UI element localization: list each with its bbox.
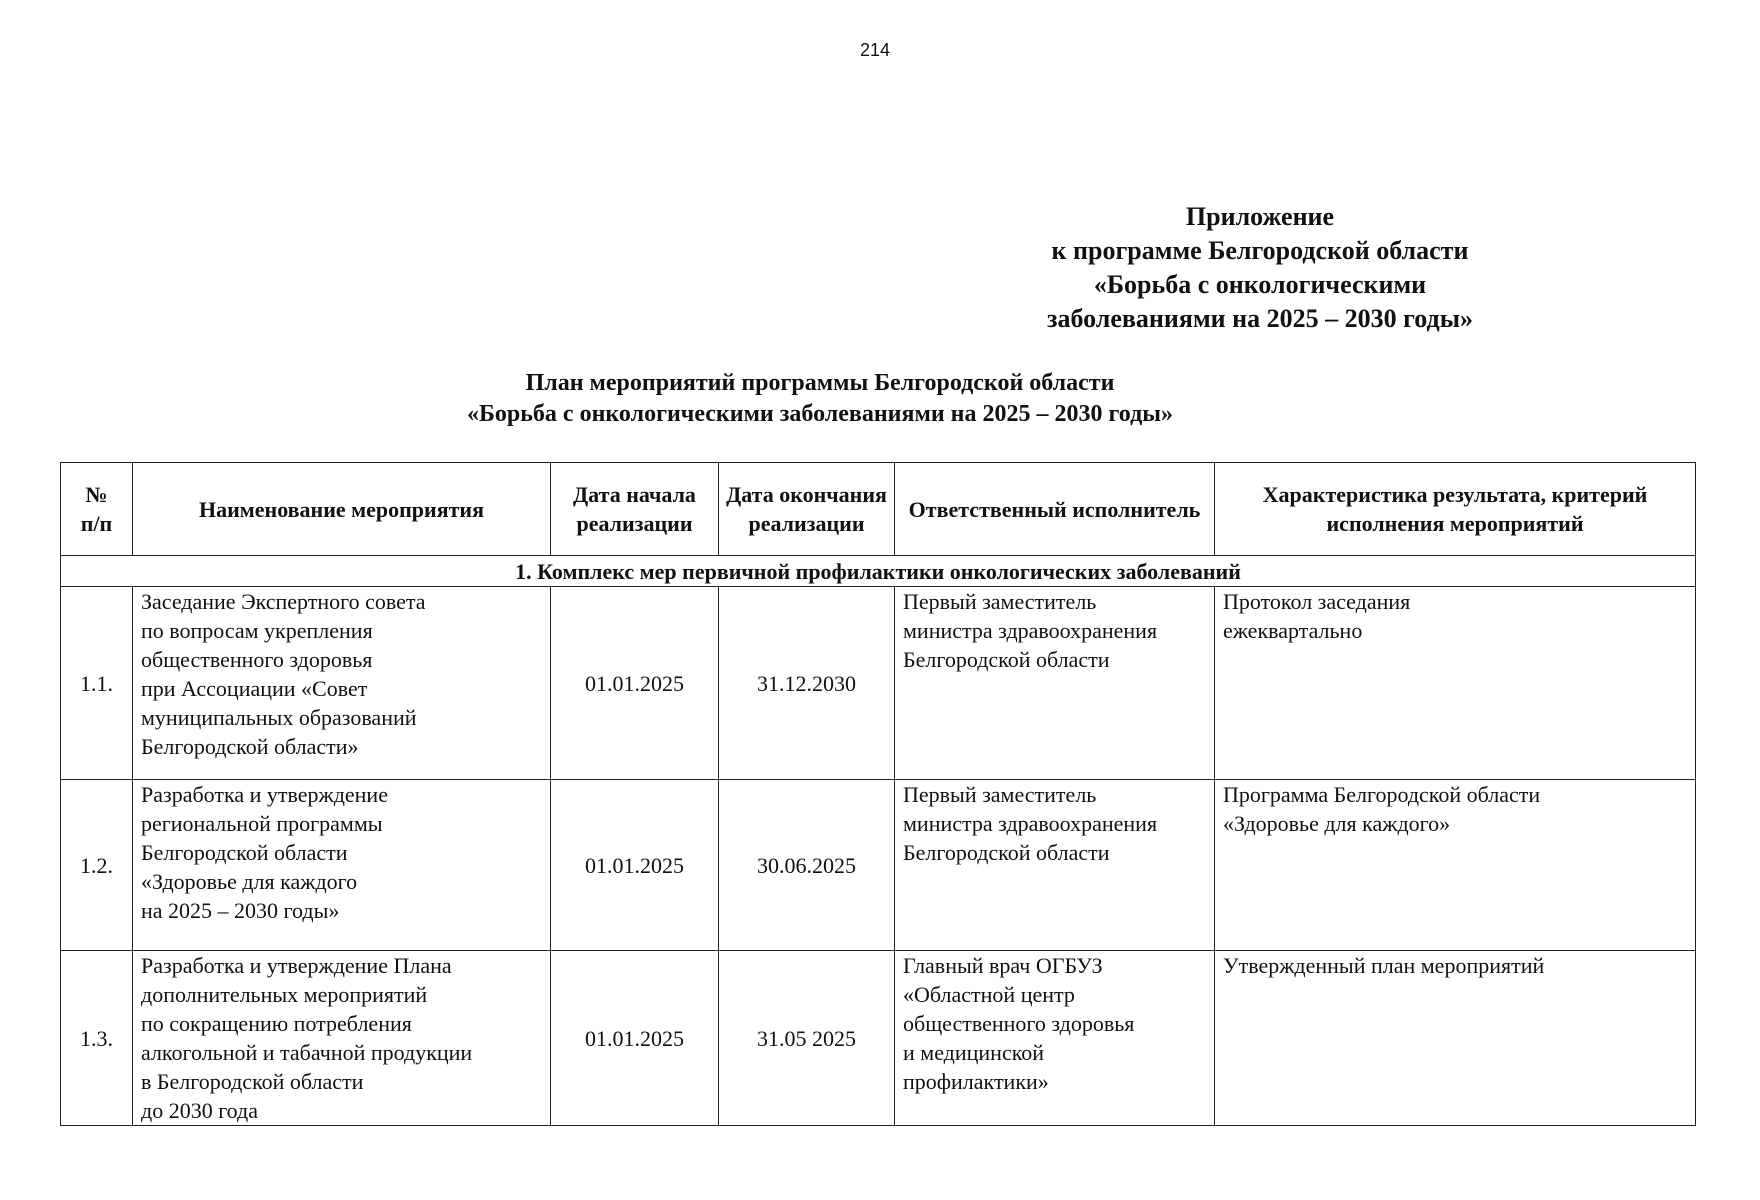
header-executor: Ответственный исполнитель: [895, 463, 1215, 556]
appendix-line: к программе Белгородской области: [1051, 236, 1469, 265]
row-event-name: Разработка и утверждение Плана дополнительных мероприятий по сокращению потребления алкогольной и табачной продукции в Белгородской области до 2030 года: [133, 951, 551, 1126]
appendix-line: заболеваниями на 2025 – 2030 годы»: [1047, 304, 1473, 333]
row-start-date: 01.01.2025: [551, 951, 719, 1126]
row-executor: Главный врач ОГБУЗ «Областной центр общественного здоровья и медицинской профилактики»: [895, 951, 1215, 1126]
row-result: Утвержденный план мероприятий: [1215, 951, 1696, 1126]
header-end-date: Дата окончания реализации: [719, 463, 895, 556]
row-result: Протокол заседания ежеквартально: [1215, 587, 1696, 780]
row-event-name: Разработка и утверждение региональной программы Белгородской области «Здоровье для каждого на 2025 – 2030 годы»: [133, 780, 551, 951]
section-title: 1. Комплекс мер первичной профилактики онкологических заболеваний: [61, 556, 1696, 587]
table-row: [61, 587, 1696, 780]
page-number: 214: [859, 40, 891, 60]
row-end-date: 31.05 2025: [719, 951, 895, 1126]
appendix-line: Приложение: [1185, 202, 1335, 231]
table-header-row: [61, 463, 1696, 556]
row-start-date: 01.01.2025: [551, 587, 719, 780]
header-number: № п/п: [61, 463, 133, 556]
plan-title-line-1: План мероприятий программы Белгородской области: [525, 370, 1115, 396]
section-row: [61, 556, 1696, 587]
row-number: 1.2.: [61, 780, 133, 951]
row-executor: Первый заместитель министра здравоохранения Белгородской области: [895, 587, 1215, 780]
header-result: Характеристика результата, критерий исполнения мероприятий: [1215, 463, 1696, 556]
table-row: [61, 780, 1696, 951]
row-event-name: Заседание Экспертного совета по вопросам укрепления общественного здоровья при Ассоциации «Совет муниципальных образований Белгородской области»: [133, 587, 551, 780]
row-end-date: 31.12.2030: [719, 587, 895, 780]
row-number: 1.3.: [61, 951, 133, 1126]
appendix-header: [1020, 200, 1500, 336]
row-result: Программа Белгородской области «Здоровье для каждого»: [1215, 780, 1696, 951]
row-executor: Первый заместитель министра здравоохранения Белгородской области: [895, 780, 1215, 951]
plan-title-line-2: «Борьба с онкологическими заболеваниями на 2025 – 2030 годы»: [467, 401, 1173, 427]
appendix-line: «Борьба с онкологическими: [1093, 270, 1427, 299]
events-table: [60, 462, 1696, 1126]
header-event-name: Наименование мероприятия: [133, 463, 551, 556]
table-row: [61, 951, 1696, 1126]
header-start-date: Дата начала реализации: [551, 463, 719, 556]
row-start-date: 01.01.2025: [551, 780, 719, 951]
row-end-date: 30.06.2025: [719, 780, 895, 951]
plan-title: [60, 368, 1580, 430]
row-number: 1.1.: [61, 587, 133, 780]
